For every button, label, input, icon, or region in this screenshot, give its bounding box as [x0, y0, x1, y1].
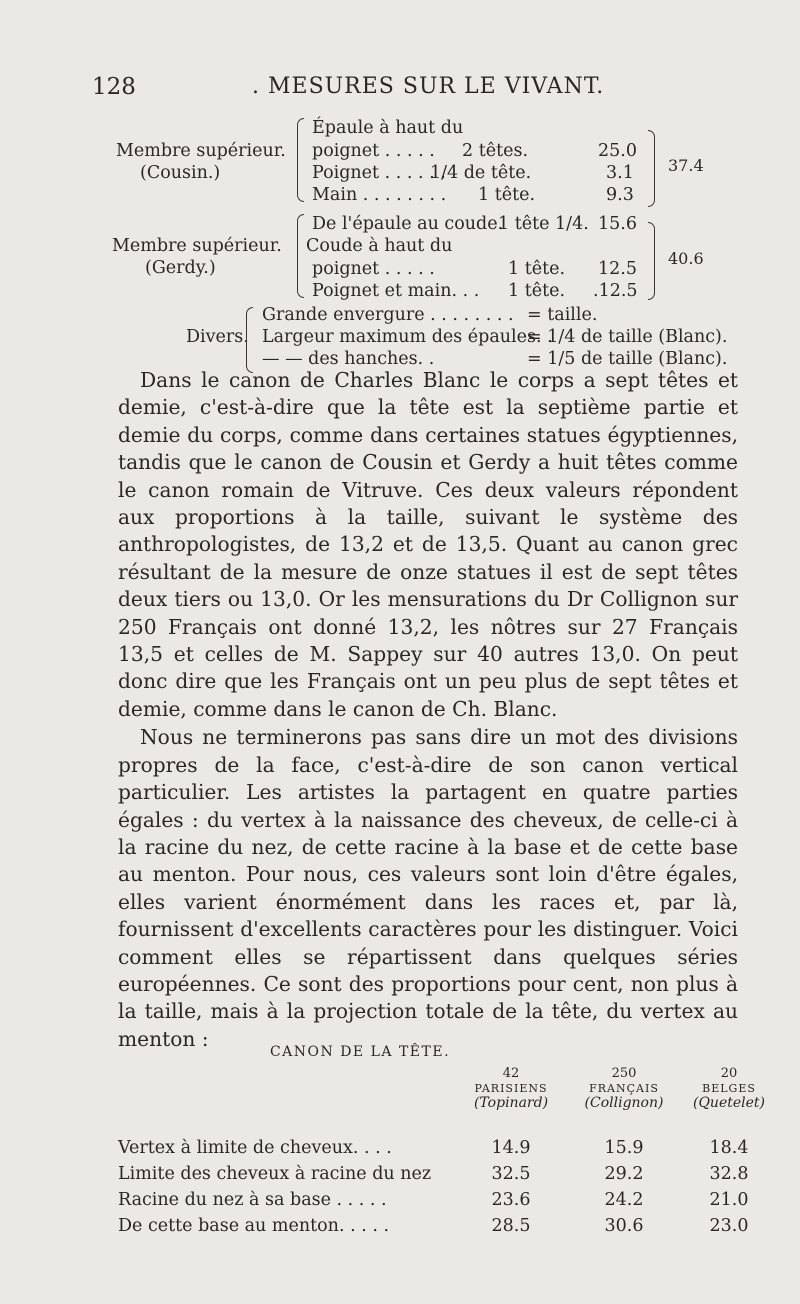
cousin-row-value: 2 têtes. — [462, 141, 529, 161]
table-row — [118, 1138, 749, 1164]
gerdy-row-cm: 15.6 — [598, 214, 637, 234]
cousin-row-cm: 3.1 — [606, 163, 634, 183]
cell-value: 24.2 — [604, 1190, 644, 1210]
cousin-row-label: poignet . . . . . — [312, 141, 435, 161]
gerdy-row-label: poignet . . . . . — [312, 259, 435, 279]
cousin-row-cm: 25.0 — [598, 141, 637, 161]
cell-value: 14.9 — [491, 1138, 531, 1158]
cell-value: 32.8 — [709, 1164, 749, 1184]
gerdy-group-sub: (Gerdy.) — [145, 258, 216, 278]
cousin-group-label: Membre supérieur. — [116, 141, 286, 161]
cousin-total: 37.4 — [668, 156, 704, 175]
paragraph: Nous ne terminerons pas sans dire un mot des divisions propres de la face, c'est-à-dire de son canon vertical particulier. Les artistes la partagent en quatre parties égales : du vertex à la naissance des cheveux, de celle-ci à la racine du nez, de cette racine à la base et de cette base au menton. Pour nous, ces valeurs sont loin d'être égales, elles varient énormément dans les races et, par là, fournissent d'excellents caractères pour les distinguer. Voici comment elles se répartissent dans quelques séries européennes. Ce sont des proportions pour cent, non plus à la taille, mais à la projection totale de la tête, du vertex au menton : — [118, 725, 738, 1051]
col-author: (Topinard) — [473, 1095, 549, 1111]
gerdy-row-cm: .12.5 — [593, 281, 638, 301]
canon-table-title: CANON DE LA TÊTE. — [269, 1044, 451, 1060]
col-count: 250 — [611, 1066, 637, 1081]
divers-row-value: = taille. — [527, 305, 598, 325]
col-group: BELGES — [702, 1082, 756, 1095]
divers-row-label: — — des hanches. . — [262, 349, 435, 369]
divers-left-brace — [246, 307, 253, 373]
cousin-row-label: Poignet . . . . . . — [312, 163, 446, 183]
gerdy-group-label: Membre supérieur. — [112, 236, 282, 256]
row-label: De cette base au menton. . . . . — [118, 1216, 390, 1236]
table-row — [118, 1164, 749, 1190]
col-author: (Quetelet) — [692, 1095, 765, 1111]
gerdy-row-value: 1 tête. — [508, 259, 566, 279]
col-count: 42 — [502, 1066, 520, 1081]
cell-value: 29.2 — [604, 1164, 644, 1184]
cousin-row-value: 1 tête. — [478, 185, 536, 205]
col-author: (Collignon) — [584, 1095, 664, 1111]
cousin-left-brace — [297, 118, 304, 202]
cousin-row-cm: 9.3 — [606, 185, 634, 205]
col-group: PARISIENS — [474, 1082, 548, 1095]
divers-group-label: Divers. — [186, 327, 249, 347]
page-number: 128 — [92, 74, 136, 100]
divers-row-value: = 1/5 de taille (Blanc). — [527, 349, 728, 369]
gerdy-total: 40.6 — [668, 249, 704, 268]
divers-row-value: = 1/4 de taille (Blanc). — [527, 327, 728, 347]
table-row — [118, 1190, 749, 1216]
gerdy-row-label: De l'épaule au coude. — [312, 214, 504, 234]
divers-row-label: Grande envergure . . . . . . . . — [262, 305, 514, 325]
cell-value: 18.4 — [709, 1138, 749, 1158]
cell-value: 21.0 — [709, 1190, 749, 1210]
gerdy-row-label: Poignet et main. . . — [312, 281, 480, 301]
table-row — [118, 1216, 749, 1242]
cell-value: 32.5 — [491, 1164, 531, 1184]
divers-row-label: Largeur maximum des épaules. . — [262, 327, 553, 347]
cousin-row-label: Épaule à haut du — [312, 118, 464, 138]
cell-value: 15.9 — [604, 1138, 644, 1158]
col-count: 20 — [720, 1066, 738, 1081]
cousin-row-value: 1/4 de tête. — [430, 163, 532, 183]
running-title: . MESURES SUR LE VIVANT. — [252, 74, 605, 99]
gerdy-row-cm: 12.5 — [598, 259, 637, 279]
row-label: Vertex à limite de cheveux. . . . — [118, 1138, 392, 1158]
body-text — [118, 367, 738, 1053]
cell-value: 23.6 — [491, 1190, 531, 1210]
cell-value: 23.0 — [709, 1216, 749, 1236]
col-group: FRANÇAIS — [589, 1082, 659, 1095]
canon-col-header — [664, 1066, 794, 1111]
cell-value: 28.5 — [491, 1216, 531, 1236]
row-label: Racine du nez à sa base . . . . . — [118, 1190, 387, 1210]
cousin-row-label: Main . . . . . . . . — [312, 185, 447, 205]
gerdy-row-value: 1 tête 1/4. — [498, 214, 589, 234]
measures-table — [0, 0, 800, 369]
cousin-group-sub: (Cousin.) — [140, 163, 221, 183]
gerdy-right-brace — [648, 222, 655, 300]
paragraph: Dans le canon de Charles Blanc le corps a sept têtes et demie, c'est-à-dire que la tête est la septième partie et demie du corps, comme dans certaines statues égyptiennes, tandis que le canon de Cousin et Gerdy a huit têtes comme le canon romain de Vitruve. Ces deux valeurs répondent aux proportions à la taille, suivant le système des anthropologistes, de 13,2 et de 13,5. Quant au canon grec résultant de la mesure de onze statues il est de sept têtes deux tiers ou 13,0. Or les mensurations du Dr Collignon sur 250 Français ont donné 13,2, les nôtres sur 27 Français 13,5 et celles de M. Sappey sur 40 autres 13,0. On peut donc dire que les Français ont un peu plus de sept têtes et demie, comme dans le canon de Ch. Blanc. — [118, 368, 738, 721]
row-label: Limite des cheveux à racine du nez — [118, 1164, 432, 1184]
cousin-right-brace — [648, 130, 655, 207]
gerdy-row-label: Coude à haut du — [306, 236, 453, 256]
cell-value: 30.6 — [604, 1216, 644, 1236]
gerdy-row-value: 1 tête. — [508, 281, 566, 301]
gerdy-left-brace — [297, 214, 304, 298]
